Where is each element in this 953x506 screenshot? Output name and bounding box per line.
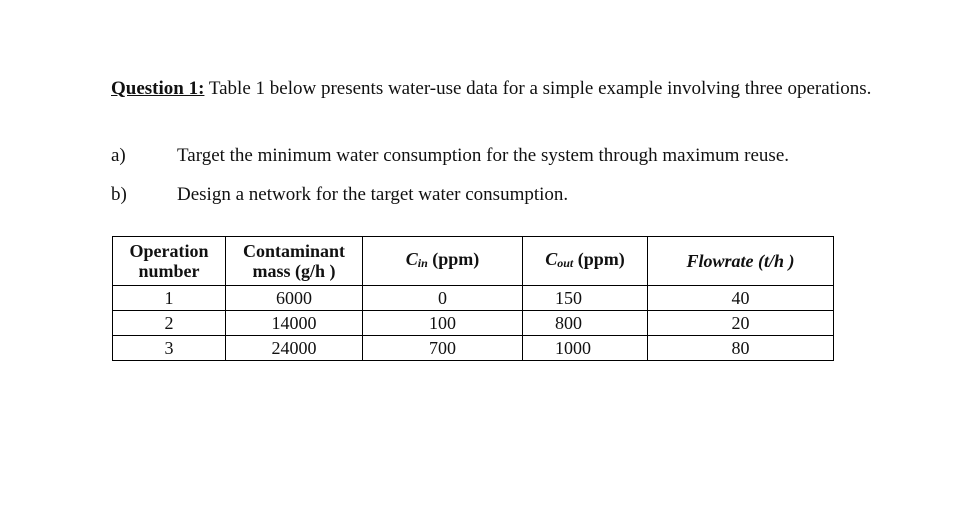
- question-intro: [111, 76, 891, 101]
- cell-cin: 700: [363, 336, 523, 361]
- header-operation: [113, 237, 226, 286]
- cell-cout: 800: [523, 311, 648, 336]
- cell-cin: 0: [363, 286, 523, 311]
- header-flowrate-name: Flowrate: [686, 251, 754, 271]
- cell-operation: 1: [113, 286, 226, 311]
- cell-operation: 2: [113, 311, 226, 336]
- header-mass: [226, 237, 363, 286]
- cell-operation: 3: [113, 336, 226, 361]
- header-cout-unit: (ppm): [573, 249, 625, 269]
- question-label: Question 1:: [111, 78, 205, 99]
- header-flowrate-unit: (t/h ): [753, 251, 795, 271]
- cell-flowrate: 80: [648, 336, 834, 361]
- header-cout-sub: out: [557, 256, 574, 270]
- header-cin-unit: (ppm): [427, 249, 480, 269]
- table-row: [113, 286, 834, 311]
- header-cin-sub: in: [417, 256, 428, 270]
- header-operation-line1: Operation: [129, 241, 209, 261]
- item-a-letter: a): [111, 145, 126, 166]
- table-row: [113, 311, 834, 336]
- table-header-row: [113, 237, 834, 286]
- header-mass-line2: mass (g/h ): [252, 261, 336, 281]
- cell-mass: 24000: [226, 336, 363, 361]
- water-use-table: [112, 236, 834, 361]
- header-operation-line2: number: [138, 261, 200, 281]
- cell-cout: 150: [523, 286, 648, 311]
- cell-mass: 14000: [226, 311, 363, 336]
- header-cin: [363, 237, 523, 286]
- cell-cin: 100: [363, 311, 523, 336]
- header-mass-line1: Contaminant: [242, 241, 345, 261]
- item-b-letter: b): [111, 184, 127, 205]
- header-flowrate: [648, 237, 834, 286]
- item-a-text: Target the minimum water consumption for the system through maximum reuse.: [177, 145, 790, 166]
- item-b-text: Design a network for the target water consumption.: [177, 184, 569, 205]
- header-cout: [523, 237, 648, 286]
- header-cin-symbol: C: [405, 249, 418, 269]
- cell-mass: 6000: [226, 286, 363, 311]
- header-cout-symbol: C: [545, 249, 558, 269]
- cell-flowrate: 40: [648, 286, 834, 311]
- cell-cout: 1000: [523, 336, 648, 361]
- cell-flowrate: 20: [648, 311, 834, 336]
- question-text: Table 1 below presents water-use data for a simple example involving three operations.: [204, 78, 872, 99]
- table-row: [113, 336, 834, 361]
